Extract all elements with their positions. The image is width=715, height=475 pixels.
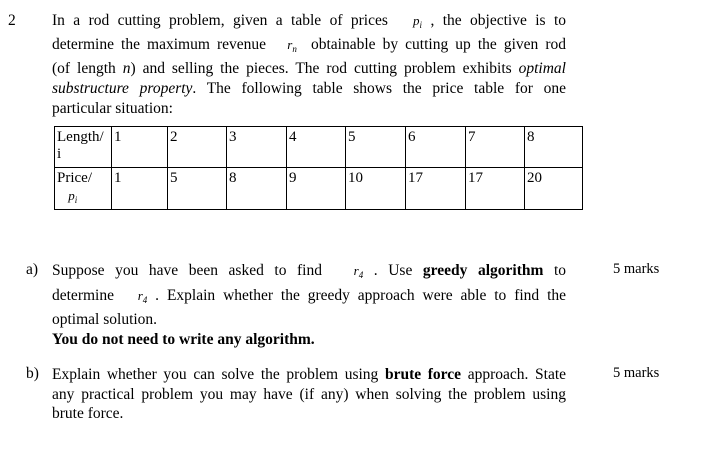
intro-line-5: particular situation: xyxy=(52,100,173,117)
part-a-marks: 5 marks xyxy=(613,261,660,277)
part-b-text xyxy=(52,365,566,424)
part-a-line-1: Suppose you have been asked to find $r_4$ . Use greedy algorithm to xyxy=(52,262,567,280)
price-cell: 20 xyxy=(525,168,583,210)
length-cell: 1 xyxy=(112,127,168,168)
price-table xyxy=(54,126,583,210)
length-cell: 8 xyxy=(525,127,583,168)
price-cell: 17 xyxy=(406,168,466,210)
length-cell: 5 xyxy=(346,127,406,168)
question-intro xyxy=(52,11,566,119)
part-b-line-2: any practical problem you may have (if any) when solving the problem using xyxy=(52,385,566,403)
part-a-label: a) xyxy=(26,261,39,278)
var-r: r xyxy=(287,37,293,52)
price-row xyxy=(55,168,583,210)
length-cell: 2 xyxy=(168,127,227,168)
part-b-marks: 5 marks xyxy=(613,365,660,381)
part-b-line-3: brute force. xyxy=(52,405,124,422)
length-cell: 7 xyxy=(466,127,525,168)
length-row xyxy=(55,127,583,168)
part-b-line-1: Explain whether you can solve the problem using brute force approach. State xyxy=(52,366,567,383)
price-cell: 1 xyxy=(112,168,168,210)
price-header-cell: Price/ $p_i$ xyxy=(55,168,112,210)
length-header-cell: Length/ i xyxy=(55,127,112,168)
intro-line-2: determine the maximum revenue $r_n$ obtainable by cutting up the given rod xyxy=(52,36,567,54)
part-a-text xyxy=(52,261,566,349)
price-cell: 17 xyxy=(466,168,525,210)
price-cell: 10 xyxy=(346,168,406,210)
part-a-line-3: optimal solution. xyxy=(52,311,158,328)
intro-line-1: In a rod cutting problem, given a table of prices $p_i$ , the objective is to xyxy=(52,12,567,30)
length-cell: 6 xyxy=(406,127,466,168)
length-cell: 4 xyxy=(287,127,346,168)
price-cell: 5 xyxy=(168,168,227,210)
price-cell: 8 xyxy=(227,168,287,210)
part-a-line-2: determine $r_4$ . Explain whether the greedy approach were able to find the xyxy=(52,286,567,305)
part-a-instruction: You do not need to write any algorithm. xyxy=(52,330,315,348)
intro-line-3: (of length n) and selling the pieces. The rod cutting problem exhibits optimal xyxy=(52,60,566,77)
length-cell: 3 xyxy=(227,127,287,168)
intro-line-4: substructure property. The following table shows the price table for one xyxy=(52,80,566,97)
part-b-label: b) xyxy=(26,365,39,382)
question-number: 2 xyxy=(8,12,16,29)
var-p: p xyxy=(413,13,420,28)
price-cell: 9 xyxy=(287,168,346,210)
